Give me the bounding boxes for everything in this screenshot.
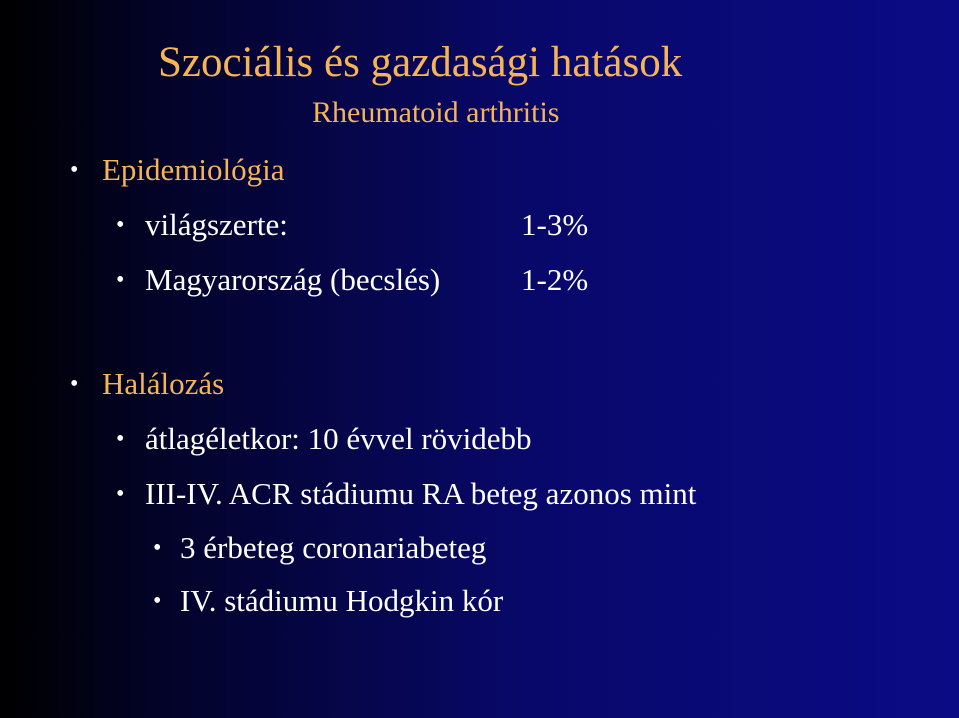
bullet-icon: • <box>116 481 125 507</box>
subitem-label-coronary: 3 érbeteg coronariabeteg <box>180 530 487 565</box>
bullet-icon: • <box>70 157 79 183</box>
slide-subtitle: Rheumatoid arthritis <box>312 96 560 129</box>
item-label-worldwide: világszerte: <box>145 207 288 242</box>
item-label-hungary: Magyarország (becslés) <box>145 262 441 297</box>
bullet-icon: • <box>153 535 162 561</box>
section-heading-mortality: Halálozás <box>102 366 225 401</box>
bullet-icon: • <box>116 212 125 238</box>
subitem-label-hodgkin: IV. stádiumu Hodgkin kór <box>180 583 504 618</box>
item-label-life-expectancy: átlagéletkor: 10 évvel rövidebb <box>145 421 532 456</box>
section-heading-epidemiology: Epidemiológia <box>102 152 285 187</box>
bullet-icon: • <box>153 588 162 614</box>
item-value-hungary: 1-2% <box>521 262 589 297</box>
bullet-icon: • <box>70 371 79 397</box>
item-value-worldwide: 1-3% <box>521 207 589 242</box>
slide-title: Szociális és gazdasági hatások <box>158 39 683 86</box>
bullet-icon: • <box>116 426 125 452</box>
item-label-acr-stage: III-IV. ACR stádiumu RA beteg azonos mint <box>145 476 697 511</box>
bullet-icon: • <box>116 267 125 293</box>
